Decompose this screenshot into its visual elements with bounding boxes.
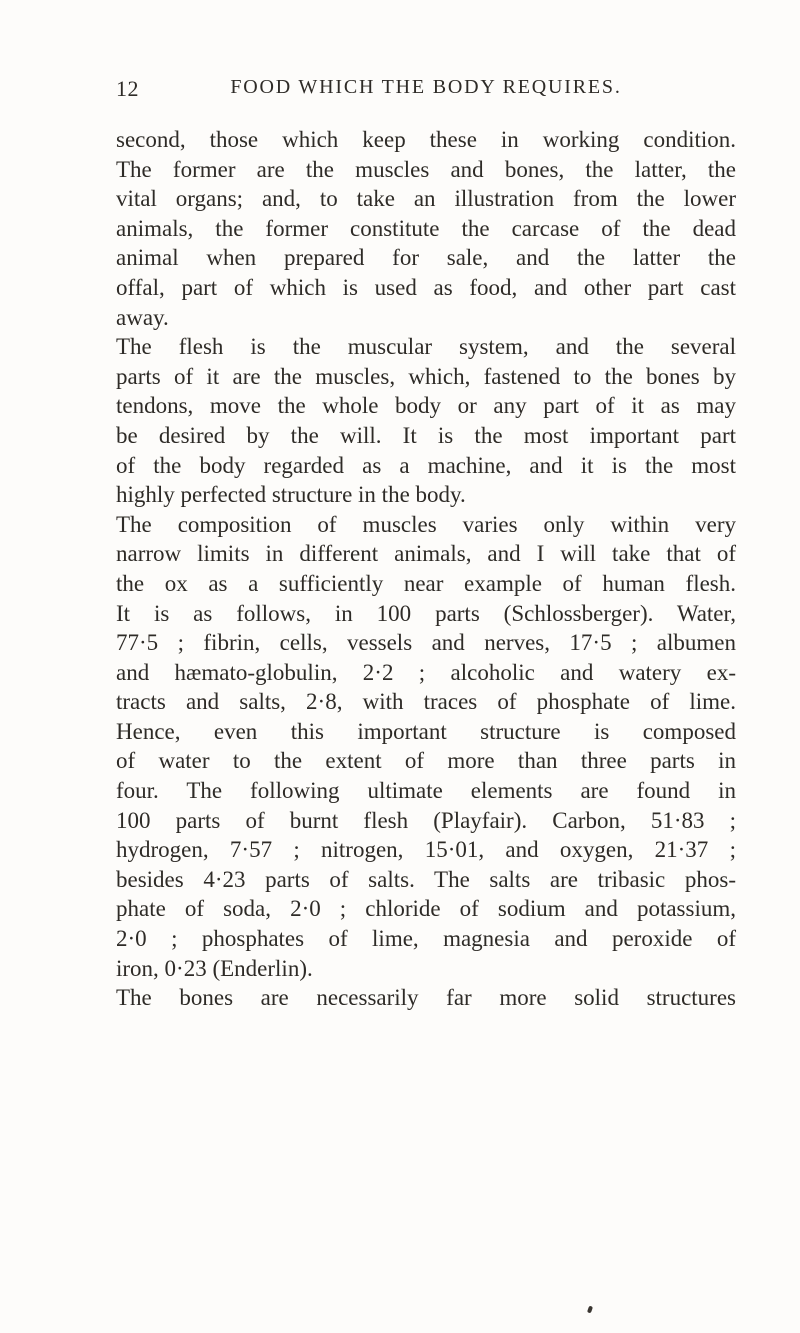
text-line: iron, 0·23 (Enderlin). [116,955,313,981]
text-line: of the body regarded as a machine, and it is the most [116,452,736,478]
text-line: The bones are necessarily far more solid structures [116,985,736,1011]
page-number: 12 [116,76,139,101]
ink-speck [587,1306,593,1314]
text-line: tendons, move the whole body or any part of it as may [116,393,736,419]
text-line: The flesh is the muscular system, and the several [116,334,736,360]
text-line: The composition of muscles varies only within very [116,511,736,537]
text-line: away. [116,304,169,330]
text-line: of water to the extent of more than three parts in [116,748,736,774]
text-line: hydrogen, 7·57 ; nitrogen, 15·01, and oxygen, 21·37 ; [116,837,736,863]
page-header [116,76,736,106]
text-line: second, those which keep these in working condition. [116,127,736,152]
text-line: tracts and salts, 2·8, with traces of phosphate of lime. [116,689,736,715]
text-line: The former are the muscles and bones, the latter, the [116,156,736,182]
text-line: parts of it are the muscles, which, fastened to the bones by [116,363,736,389]
body-text [116,125,736,1013]
running-head: FOOD WHICH THE BODY REQUIRES. [230,76,622,98]
text-line: offal, part of which is used as food, and other part cast [116,274,736,300]
text-line: and hæmato-globulin, 2·2 ; alcoholic and watery ex- [116,659,736,685]
text-line: 100 parts of burnt flesh (Playfair). Carbon, 51·83 ; [116,807,736,833]
text-line: Hence, even this important structure is composed [116,718,736,744]
text-line: animals, the former constitute the carcase of the dead [116,215,736,241]
text-line: 77·5 ; fibrin, cells, vessels and nerves, 17·5 ; albumen [116,630,736,656]
text-line: narrow limits in different animals, and I will take that of [116,541,736,567]
text-line: besides 4·23 parts of salts. The salts are tribasic phos- [116,866,736,892]
text-line: the ox as a sufficiently near example of human flesh. [116,570,736,596]
text-line: animal when prepared for sale, and the latter the [116,245,736,271]
text-line: highly perfected structure in the body. [116,482,466,508]
text-line: It is as follows, in 100 parts (Schlossberger). Water, [116,600,736,626]
text-line: be desired by the will. It is the most important part [116,422,736,448]
text-line: phate of soda, 2·0 ; chloride of sodium and potassium, [116,896,736,922]
text-line: 2·0 ; phosphates of lime, magnesia and peroxide of [116,926,736,952]
text-line: vital organs; and, to take an illustration from the lower [116,186,736,212]
text-line: four. The following ultimate elements are found in [116,778,736,804]
